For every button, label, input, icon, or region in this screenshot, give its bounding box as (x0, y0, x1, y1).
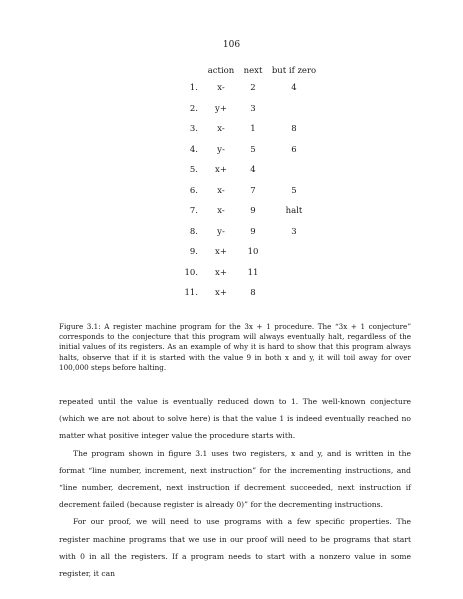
table-row (172, 99, 320, 120)
table-row (172, 181, 320, 202)
paragraph: For our proof, we will need to use programs with a few specific properties. The register machine programs that we use in our proof will need to be programs that start with 0 in all the registers. If a program needs to start with a nonzero value in some register, it can (59, 517, 411, 579)
page-number: 106 (222, 40, 241, 50)
cell-line: 5. (189, 165, 198, 176)
header-line (172, 64, 204, 78)
cell-action: y- (217, 144, 225, 155)
cell-action: x- (217, 206, 225, 217)
cell-next: 9 (250, 226, 256, 237)
cell-line: 4. (189, 144, 198, 155)
table-row (172, 78, 320, 99)
cell-line: 3. (189, 124, 198, 135)
cell-line: 11. (184, 288, 198, 299)
cell-but-if-zero: 6 (291, 144, 297, 155)
cell-line: 9. (189, 247, 198, 258)
cell-action: x- (217, 83, 225, 94)
cell-but-if-zero: halt (285, 206, 303, 217)
cell-but-if-zero (268, 283, 320, 304)
table-row (172, 263, 320, 284)
cell-but-if-zero: 8 (291, 124, 297, 135)
cell-action: x+ (215, 267, 227, 278)
cell-but-if-zero (268, 99, 320, 120)
table-row (172, 140, 320, 161)
table-row (172, 201, 320, 222)
register-program-table (172, 64, 320, 304)
cell-next: 11 (247, 267, 259, 278)
cell-action: y+ (215, 103, 227, 114)
cell-next: 9 (250, 206, 256, 217)
cell-but-if-zero: 5 (291, 185, 297, 196)
cell-line: 10. (184, 267, 198, 278)
cell-next: 4 (250, 165, 256, 176)
cell-action: x- (217, 124, 225, 135)
table-body (172, 78, 320, 304)
table-row (172, 222, 320, 243)
cell-next: 3 (250, 103, 256, 114)
cell-next: 7 (250, 185, 256, 196)
cell-but-if-zero: 3 (291, 226, 297, 237)
header-action: action (207, 66, 235, 76)
table-row (172, 283, 320, 304)
cell-but-if-zero: 4 (291, 83, 297, 94)
cell-action: y- (217, 226, 225, 237)
header-next: next (243, 66, 263, 76)
table-row (172, 160, 320, 181)
paragraph: repeated until the value is eventually reduced down to 1. The well-known conjecture (which we are not about to solve here) is that the value 1 is indeed eventually reached no matter what positive integer value the procedure starts with. (59, 397, 411, 441)
cell-next: 8 (250, 288, 256, 299)
header-but-if-zero: but if zero (271, 66, 317, 76)
cell-next: 10 (247, 247, 259, 258)
cell-action: x+ (215, 247, 227, 258)
cell-next: 2 (250, 83, 256, 94)
paragraph: The program shown in figure 3.1 uses two registers, x and y, and is written in the format “line number, increment, next instruction” for the incrementing instructions, and “line number, decrement, next instruction if decrement succeeded, next instruction if decrement failed (because register is already 0)” for the decrementing instructions. (59, 448, 411, 510)
cell-but-if-zero (268, 160, 320, 181)
figure-caption: Figure 3.1: A register machine program for the 3x + 1 procedure. The “3x + 1 conjecture” corresponds to the conjecture that this program will always eventually halt, regardless of the initial values of its registers. As an example of why it is hard to show that this program always halts, observe that if it is started with the value 9 in both x and y, it will toil away for over 100,000 steps before halting. (59, 322, 411, 372)
cell-action: x+ (215, 288, 227, 299)
cell-line: 1. (189, 83, 198, 94)
cell-next: 5 (250, 144, 256, 155)
cell-next: 1 (250, 124, 256, 135)
cell-but-if-zero (268, 242, 320, 263)
cell-action: x- (217, 185, 225, 196)
cell-but-if-zero (268, 263, 320, 284)
table-row (172, 242, 320, 263)
cell-line: 8. (189, 226, 198, 237)
table-header-row (172, 64, 320, 78)
table-row (172, 119, 320, 140)
body-text (59, 393, 411, 582)
cell-line: 7. (189, 206, 198, 217)
cell-line: 2. (189, 103, 198, 114)
cell-line: 6. (189, 185, 198, 196)
cell-action: x+ (215, 165, 227, 176)
